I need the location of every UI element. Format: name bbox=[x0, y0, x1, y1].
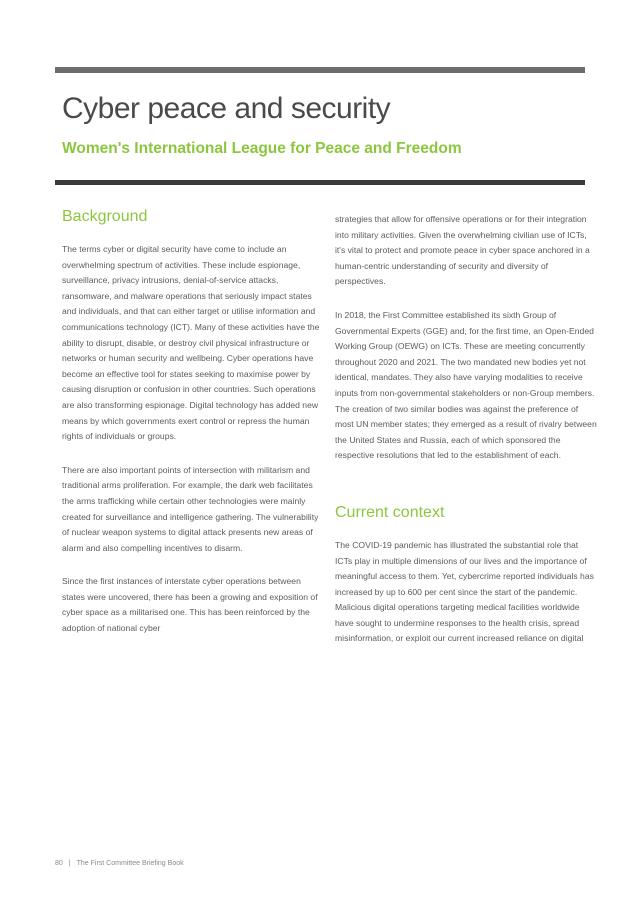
paragraph: In 2018, the First Committee established its sixth Group of Governmental Experts (GGE) and, for the first time, an Open-Ended Working Group (OEWG) on ICTs. These are meeting concurrently throughout 2020 and 2021. The two mandated new bodies yet not identical, mandates. They also have varying modalities to receive inputs from non-governmental stakeholders or non-Group members. The creation of two similar bodies was against the preference of most UN member states; they emerged as a result of rivalry between the United States and Russia, each of which sponsored the respective resolutions that led to the establishment of each. bbox=[335, 309, 597, 461]
left-column bbox=[62, 208, 324, 655]
spacer bbox=[335, 482, 597, 504]
section-heading-current-context: Current context bbox=[335, 503, 445, 521]
header-rule-top bbox=[55, 67, 585, 73]
page-title: Cyber peace and security bbox=[62, 92, 391, 125]
paragraph: The terms cyber or digital security have come to include an overwhelming spectrum of activities. These include espionage, surveillance, privacy intrusions, denial-of-service attacks, ransomware, and malware operations that seriously impact states and individuals, and that can either target or utilise information and communications technology (ICT). Many of these activities have the ability to disrupt, disable, or destroy civil physical infrastructure or networks or human security and wellbeing. Cyber operations have become an effective tool for states seeking to maximise power by causing disruption or confusion in other countries. Such operations are also transforming espionage. Digital technology has added new means by which governments exert control or repress the human rights of individuals or groups. bbox=[62, 244, 320, 442]
publication-name: The First Committee Briefing Book bbox=[76, 860, 184, 867]
right-column bbox=[335, 212, 597, 665]
page-number: 80 bbox=[55, 860, 63, 867]
paragraph: There are also important points of intersection with militarism and traditional arms proliferation. For example, the dark web facilitates the arms trafficking while certain other technologies were mainly created for surveillance and intelligence gathering. The vulnerability of nuclear weapon systems to digital attack presents new areas of alarm and also compelling incentives to disarm. bbox=[62, 464, 319, 553]
paragraph: strategies that allow for offensive operations or for their integration into military activities. Given the overwhelming civilian use of ICTs, it's vital to protect and promote peace in cyber space anchored in a human-centric understanding of security and diversity of perspectives. bbox=[335, 214, 590, 287]
header-rule-bottom bbox=[55, 180, 585, 185]
page-subtitle: Women's International League for Peace and Freedom bbox=[62, 140, 462, 157]
footer-separator: | bbox=[68, 860, 71, 867]
page-footer bbox=[55, 860, 184, 867]
paragraph: Since the first instances of interstate cyber operations between states were uncovered, there has been a growing and exposition of cyber space as a militarised one. This has been reinforced by the adoption of national cyber bbox=[62, 576, 318, 634]
paragraph: The COVID-19 pandemic has illustrated the substantial role that ICTs play in multiple dimensions of our lives and the importance of meaningful access to them. Yet, cybercrime reported individuals has increased by up to 600 per cent since the start of the pandemic. Malicious digital operations targeting medical facilities worldwide have sought to undermine responses to the health crisis, spread misinformation, or exploit our current increased reliance on digital bbox=[335, 539, 594, 644]
section-heading-background: Background bbox=[62, 208, 148, 225]
